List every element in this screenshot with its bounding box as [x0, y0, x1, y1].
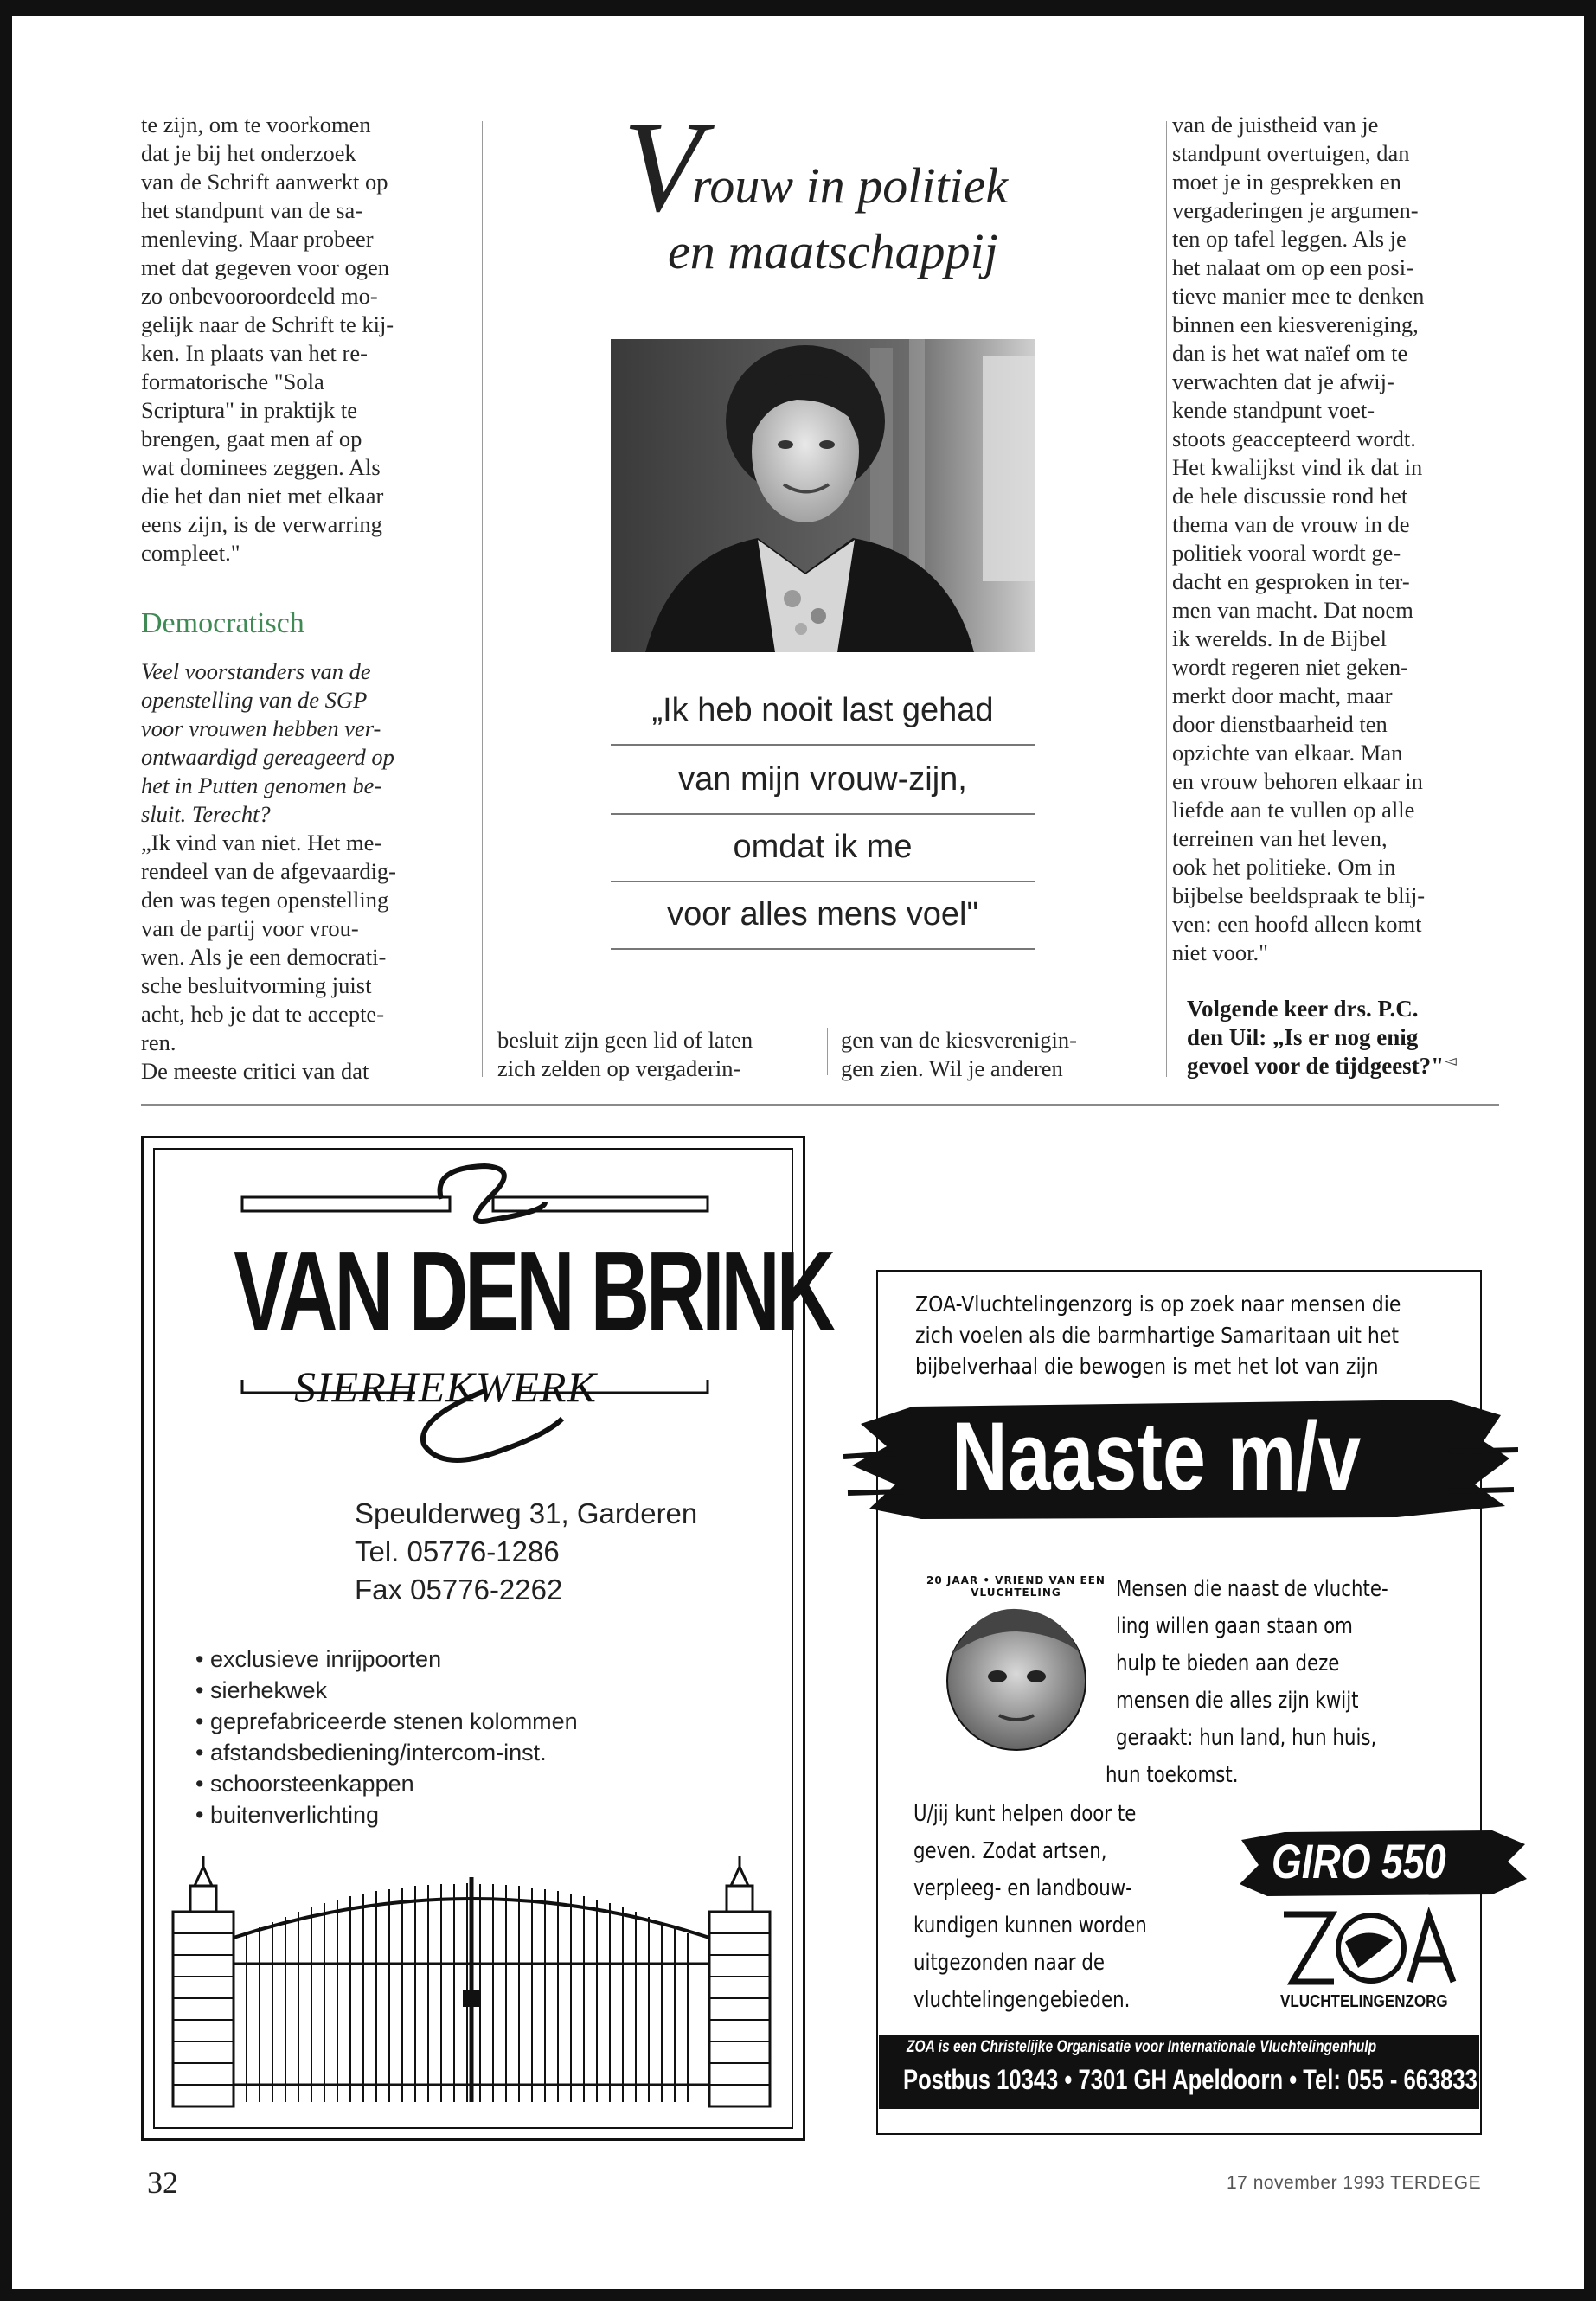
- zoa-body-right: Mensen die naast de vluchte- ling willen gaan staan om hulp te bieden aan deze mensen die alles zijn kwijt geraakt: hun land, hun huis,: [1116, 1576, 1388, 1751]
- article-column-left-bottom: „Ik vind van niet. Het me- rendeel van de afgevaardig- den was tegen openstelling van de partij voor vrou- wen. Als je een democrati- sche besluitvorming juist acht, heb je dat te accepte- ren. De meeste critici van dat: [141, 830, 397, 1084]
- column-rule-middle: [827, 1028, 828, 1075]
- column-rule-right: [1166, 121, 1167, 1077]
- article-column-left-top: te zijn, om te voorkomen dat je bij het onderzoek van de Schrift aanwerkt op het standpunt van de sa- menleving. Maar probeer met dat gegeven voor ogen zo onbevooroordeeld mo- gelijk naar de Schrift te kij- ken. In plaats van het re- formatorische "Sola Scriptura" in praktijk te brengen, gaat men af op wat dominees zeggen. Als die het dan niet met elkaar eens zijn, is de verwarring compleet.": [141, 112, 394, 566]
- section-divider: [141, 1104, 1499, 1106]
- zoa-body-right-end: hun toekomst.: [1106, 1762, 1239, 1788]
- article-column-mid-left: besluit zijn geen lid of laten zich zelden op vergaderin-: [497, 1027, 753, 1081]
- pull-quote-rule: [611, 881, 1035, 882]
- column-rule-left: [482, 121, 483, 1077]
- pull-quote-line: voor alles mens voel": [667, 896, 978, 933]
- zoa-footer-tagline: ZOA is een Christelijke Organisatie voor Internationale Vluchtelingenhulp: [907, 2038, 1377, 2056]
- issue-date: 17 november 1993 TERDEGE: [1227, 2173, 1482, 2193]
- portrait-photo: [611, 339, 1035, 652]
- zoa-footer-address: Postbus 10343 • 7301 GH Apeldoorn • Tel: 055 - 663833: [903, 2064, 1477, 2095]
- brink-address: Speulderweg 31, Garderen Tel. 05776-1286 Fax 05776-2262: [355, 1497, 698, 1606]
- zoa-badge-ring-text: 20 JAAR • VRIEND VAN EEN VLUCHTELING: [926, 1574, 1106, 1599]
- zoa-intro-text: ZOA-Vluchtelingenzorg is op zoek naar mensen die zich voelen als die barmhartige Samaritaan uit het bijbelverhaal die bewogen is met het lot van zijn: [915, 1292, 1401, 1379]
- brand-subtitle: SIERHEKWERK: [294, 1362, 597, 1411]
- pull-quote-line: omdat ik me: [733, 829, 913, 865]
- giro-number: GIRO 550: [1272, 1834, 1446, 1888]
- zoa-headline: Naaste m/v: [952, 1402, 1362, 1510]
- brand-name: VAN DEN BRINK: [234, 1227, 832, 1355]
- article-column-mid-right: gen van de kiesverenigin- gen zien. Wil je anderen: [841, 1027, 1077, 1081]
- gate-illustration: [169, 1843, 774, 2111]
- title-initial: V: [623, 95, 702, 239]
- pull-quote-line: „Ik heb nooit last gehad: [651, 692, 994, 728]
- child-photo-badge: [900, 1573, 1133, 1780]
- pull-quote-line: van mijn vrouw-zijn,: [678, 761, 967, 798]
- portrait-illustration: [611, 339, 1035, 652]
- pull-quote-rule: [611, 744, 1035, 746]
- zoa-body-left: U/jij kunt helpen door te geven. Zodat artsen, verpleeg- en landbouw- kundigen kunnen worden uitgezonden naar de vluchtelingengebieden.: [913, 1801, 1147, 2013]
- zoa-logo-label: VLUCHTELINGENZORG: [1280, 1992, 1448, 2011]
- title-line-1: rouw in politiek: [692, 157, 1009, 214]
- title-line-2: en maatschappij: [668, 223, 998, 279]
- interview-question: Veel voorstanders van de openstelling van de SGP voor vrouwen hebben ver- ontwaardigd gereageerd op het in Putten genomen be- sluit. Terecht?: [141, 658, 394, 827]
- next-issue-teaser: Volgende keer drs. P.C. den Uil: „Is er nog enig gevoel voor de tijdgeest?": [1187, 996, 1445, 1079]
- article-column-right: van de juistheid van je standpunt overtuigen, dan moet je in gesprekken en vergaderingen je argumen- ten op tafel leggen. Als je het nalaat om op een posi- tieve manier mee te denken binnen een kiesvereniging, dan is het wat naïef om te verwachten dat je afwij- kende standpunt voet- stoots geaccepteerd wordt. Het kwalijkst vind ik dat in de hele discussie rond het thema van de vrouw in de politiek vooral wordt ge- dacht en gesproken in ter- men van macht. Dat noem ik werelds. In de Bijbel wordt regeren niet geken- merkt door macht, maar door dienstbaarheid ten opzichte van elkaar. Man en vrouw behoren elkaar in liefde aan te vullen op alle terreinen van het leven, ook het politieke. Om in bijbelse beeldspraak te blij- ven: een hoofd alleen komt niet voor.": [1172, 112, 1426, 965]
- end-mark-icon: ◅: [1445, 1052, 1457, 1069]
- pull-quote-rule: [611, 813, 1035, 815]
- pull-quote-rule: [611, 948, 1035, 950]
- subheading-democratisch: Democratisch: [141, 607, 304, 639]
- page-number: 32: [147, 2165, 178, 2200]
- zoa-logo: [1280, 1907, 1462, 1990]
- brink-services-list: • exclusieve inrijpoorten • sierhekwek • geprefabriceerde stenen kolommen • afstandsbediening/intercom-inst. • schoorsteenkappen • buitenverlichting: [195, 1646, 578, 1828]
